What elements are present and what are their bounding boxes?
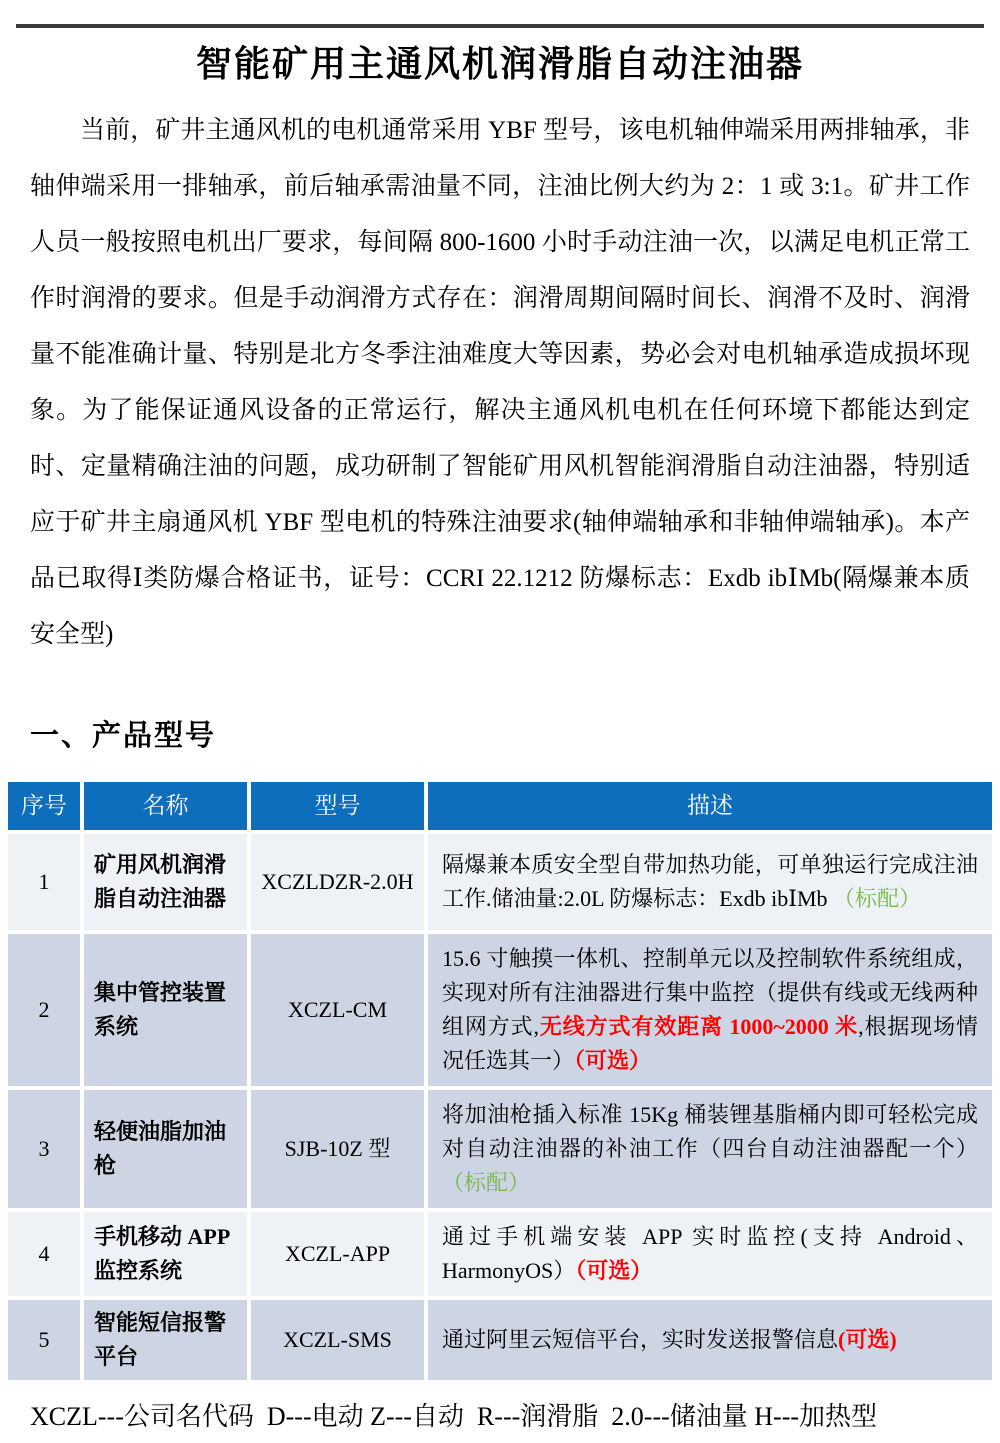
description-segment: 通过手机端安装 APP 实时监控(支持 Android、HarmonyOS） <box>442 1224 978 1283</box>
product-model-cell: SJB-10Z 型 <box>251 1090 424 1208</box>
product-description-cell <box>428 1300 992 1380</box>
product-description-cell <box>428 834 992 930</box>
product-description-text <box>442 1220 978 1288</box>
row-number-cell: 2 <box>8 934 80 1086</box>
description-highlight-green: （标配） <box>833 886 922 911</box>
table-row <box>8 1300 992 1380</box>
product-name-cell: 手机移动 APP 监控系统 <box>84 1212 247 1296</box>
column-header-model: 型号 <box>251 782 424 830</box>
row-number-cell: 5 <box>8 1300 80 1380</box>
product-name-cell: 轻便油脂加油枪 <box>84 1090 247 1208</box>
product-model-cell: XCZL-SMS <box>251 1300 424 1380</box>
product-name-cell: 矿用风机润滑脂自动注油器 <box>84 834 247 930</box>
intro-paragraph: 当前，矿井主通风机的电机通常采用 YBF 型号，该电机轴伸端采用两排轴承，非轴伸端采用一排轴承，前后轴承需油量不同，注油比例大约为 2：1 或 3:1。矿井工作人员一般按照电机出厂要求，每间隔 800-1600 小时手动注油一次，以满足电机正常工作时润滑的要求。但是手动润滑方式存在：润滑周期间隔时间长、润滑不及时、润滑量不能准确计量、特别是北方冬季注油难度大等因素，势必会对电机轴承造成损坏现象。为了能保证通风设备的正常运行，解决主通风机电机在任何环境下都能达到定时、定量精确注油的问题，成功研制了智能矿用风机智能润滑脂自动注油器，特别适应于矿井主扇通风机 YBF 型电机的特殊注油要求(轴伸端轴承和非轴伸端轴承)。本产品已取得Ⅰ类防爆合格证书，证号：CCRI 22.1212 防爆标志：Exdb ibⅠMb(隔爆兼本质安全型) <box>30 117 970 648</box>
table-row <box>8 834 992 930</box>
column-header-no: 序号 <box>8 782 80 830</box>
description-segment: 通过阿里云短信平台，实时发送报警信息 <box>442 1327 839 1352</box>
product-model-cell: XCZLDZR-2.0H <box>251 834 424 930</box>
product-description-text <box>442 1098 978 1200</box>
page-title: 智能矿用主通风机润滑脂自动注油器 <box>195 44 804 84</box>
product-table <box>8 782 992 1380</box>
description-segment: ,根据现场情况任选其一） <box>442 1014 978 1073</box>
row-number-cell: 3 <box>8 1090 80 1208</box>
description-segment: 将加油枪插入标准 15Kg 桶装锂基脂桶内即可轻松完成对自动注油器的补油工作（四台自动注油器配一个） <box>442 1102 978 1161</box>
description-highlight-red: （可选） <box>574 1048 652 1073</box>
product-description-text <box>442 1323 978 1357</box>
title-divider-rule <box>16 24 984 28</box>
model-code-legend: XCZL---公司名代码 D---电动 Z---自动 R---润滑脂 2.0---储油量 H---加热型 <box>30 1402 878 1431</box>
table-header-row <box>8 782 992 830</box>
description-highlight-red: (可选) <box>838 1327 897 1352</box>
product-description-cell <box>428 1090 992 1208</box>
table-row <box>8 934 992 1086</box>
product-description-text <box>442 848 978 916</box>
description-highlight-red: 无线方式有效距离 1000~2000 米 <box>539 1014 859 1039</box>
row-number-cell: 4 <box>8 1212 80 1296</box>
description-segment: 15.6 寸触摸一体机、控制单元以及控制软件系统组成，实现对所有注油器进行集中监控（提供有线或无线两种组网方式, <box>442 946 978 1039</box>
product-description-cell <box>428 934 992 1086</box>
product-model-cell: XCZL-CM <box>251 934 424 1086</box>
table-row <box>8 1090 992 1208</box>
description-highlight-green: （标配） <box>442 1170 531 1195</box>
description-segment: 隔爆兼本质安全型自带加热功能，可单独运行完成注油工作.储油量:2.0L 防爆标志：Exdb ibⅠMb <box>442 852 978 911</box>
product-description-cell <box>428 1212 992 1296</box>
description-highlight-red: （可选） <box>575 1258 653 1283</box>
table-row <box>8 1212 992 1296</box>
section-heading-product-models: 一、产品型号 <box>30 720 217 752</box>
product-description-text <box>442 942 978 1078</box>
row-number-cell: 1 <box>8 834 80 930</box>
product-name-cell: 智能短信报警平台 <box>84 1300 247 1380</box>
product-name-cell: 集中管控装置系统 <box>84 934 247 1086</box>
column-header-description: 描述 <box>428 782 992 830</box>
product-model-cell: XCZL-APP <box>251 1212 424 1296</box>
column-header-name: 名称 <box>84 782 247 830</box>
